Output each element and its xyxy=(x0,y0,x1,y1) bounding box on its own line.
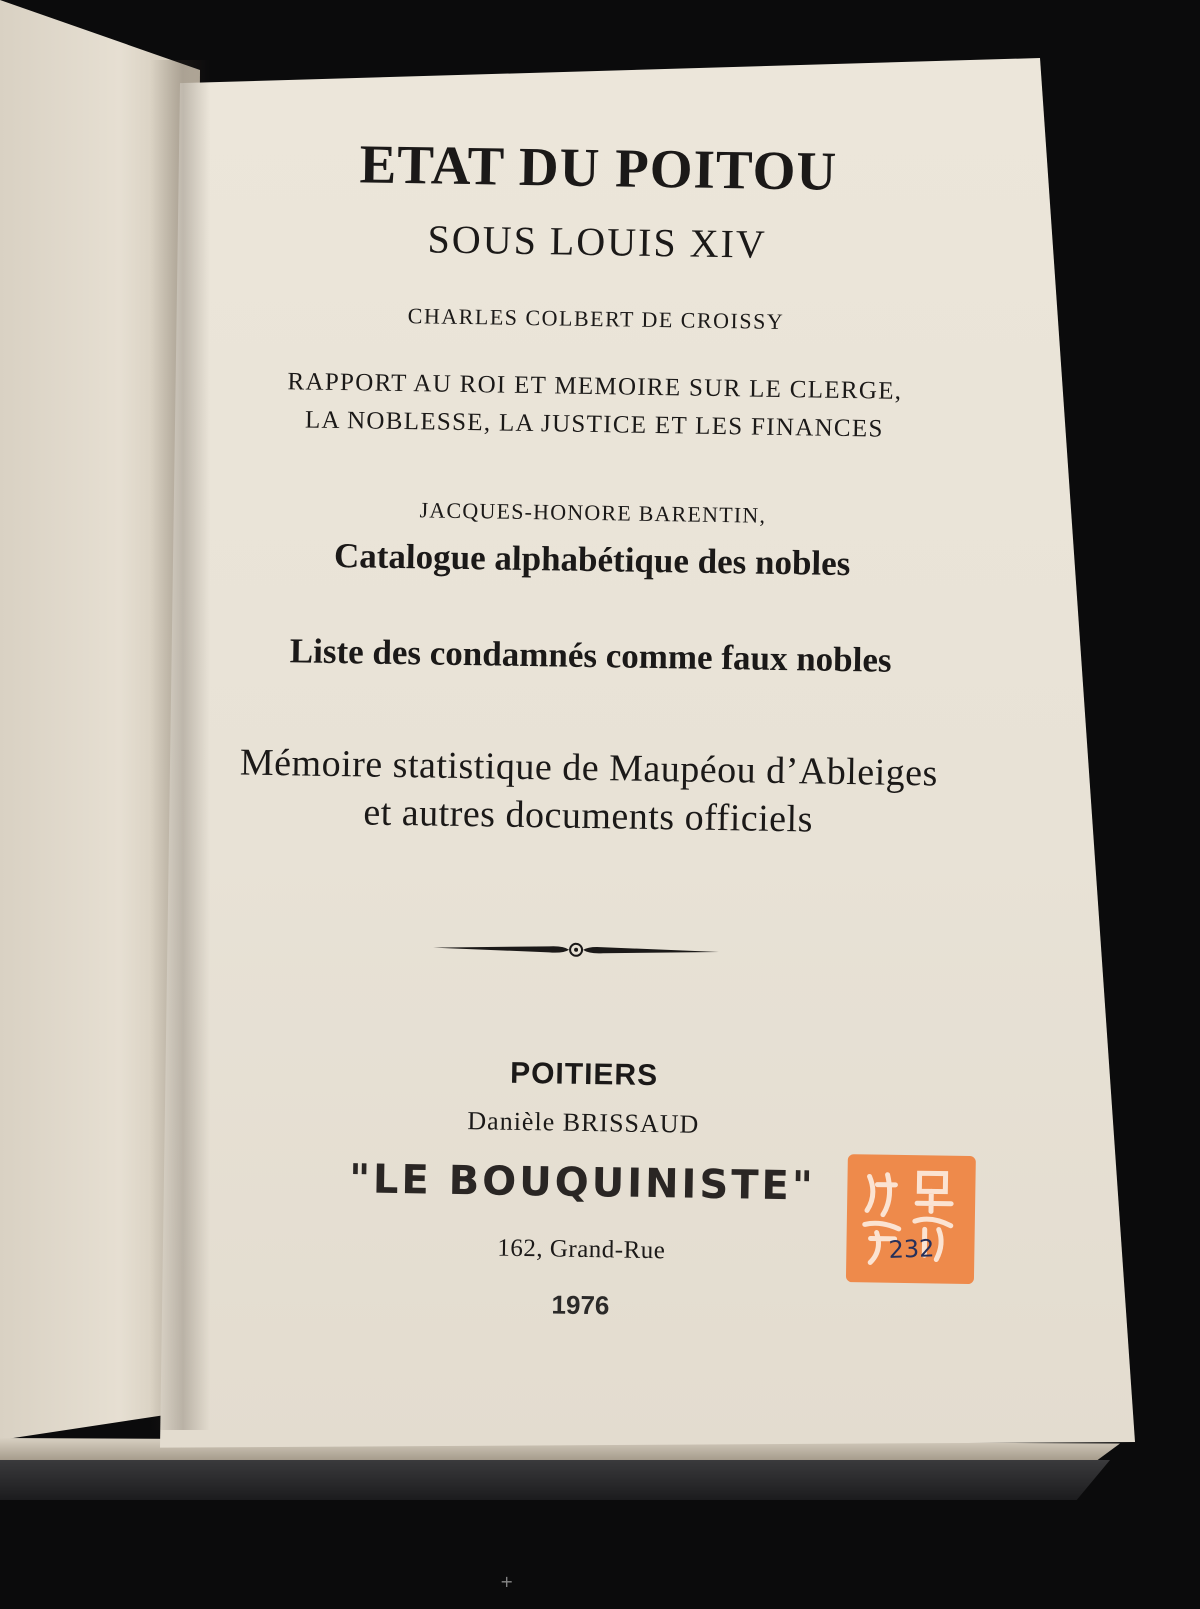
report-line-2: LA NOBLESSE, LA JUSTICE ET LES FINANCES xyxy=(304,406,884,443)
memoire-title xyxy=(0,735,1179,850)
imprint-shop: "LE BOUQUINISTE" xyxy=(348,1156,817,1210)
catalogue-title: Catalogue alphabétique des nobles xyxy=(333,535,851,584)
ornament-divider xyxy=(431,936,721,965)
seal-number: 232 xyxy=(888,1234,935,1264)
main-title: ETAT DU POITOU xyxy=(359,133,838,202)
memoire-line-2: et autres documents officiels xyxy=(363,791,814,841)
seal-stamp xyxy=(846,1154,976,1284)
author-colbert: CHARLES COLBERT DE CROISSY xyxy=(407,303,785,335)
imprint-year: 1976 xyxy=(551,1289,610,1321)
subtitle: SOUS LOUIS XIV xyxy=(427,216,768,267)
author-barentin: JACQUES-HONORE BARENTIN, xyxy=(419,497,767,528)
seal-glyphs xyxy=(846,1154,976,1284)
crosshair-icon: + xyxy=(500,1572,514,1591)
memoire-line-1: Mémoire statistique de Maupéou d’Ableiges xyxy=(239,741,939,795)
imprint-publisher: Danièle BRISSAUD xyxy=(467,1106,700,1139)
imprint-city: POITIERS xyxy=(509,1056,659,1093)
report-line-1: RAPPORT AU ROI ET MEMOIRE SUR LE CLERGE, xyxy=(287,368,903,405)
report-description xyxy=(4,359,1185,454)
liste-title: Liste des condamnés comme faux nobles xyxy=(289,631,892,680)
imprint-address: 162, Grand-Rue xyxy=(497,1234,666,1265)
